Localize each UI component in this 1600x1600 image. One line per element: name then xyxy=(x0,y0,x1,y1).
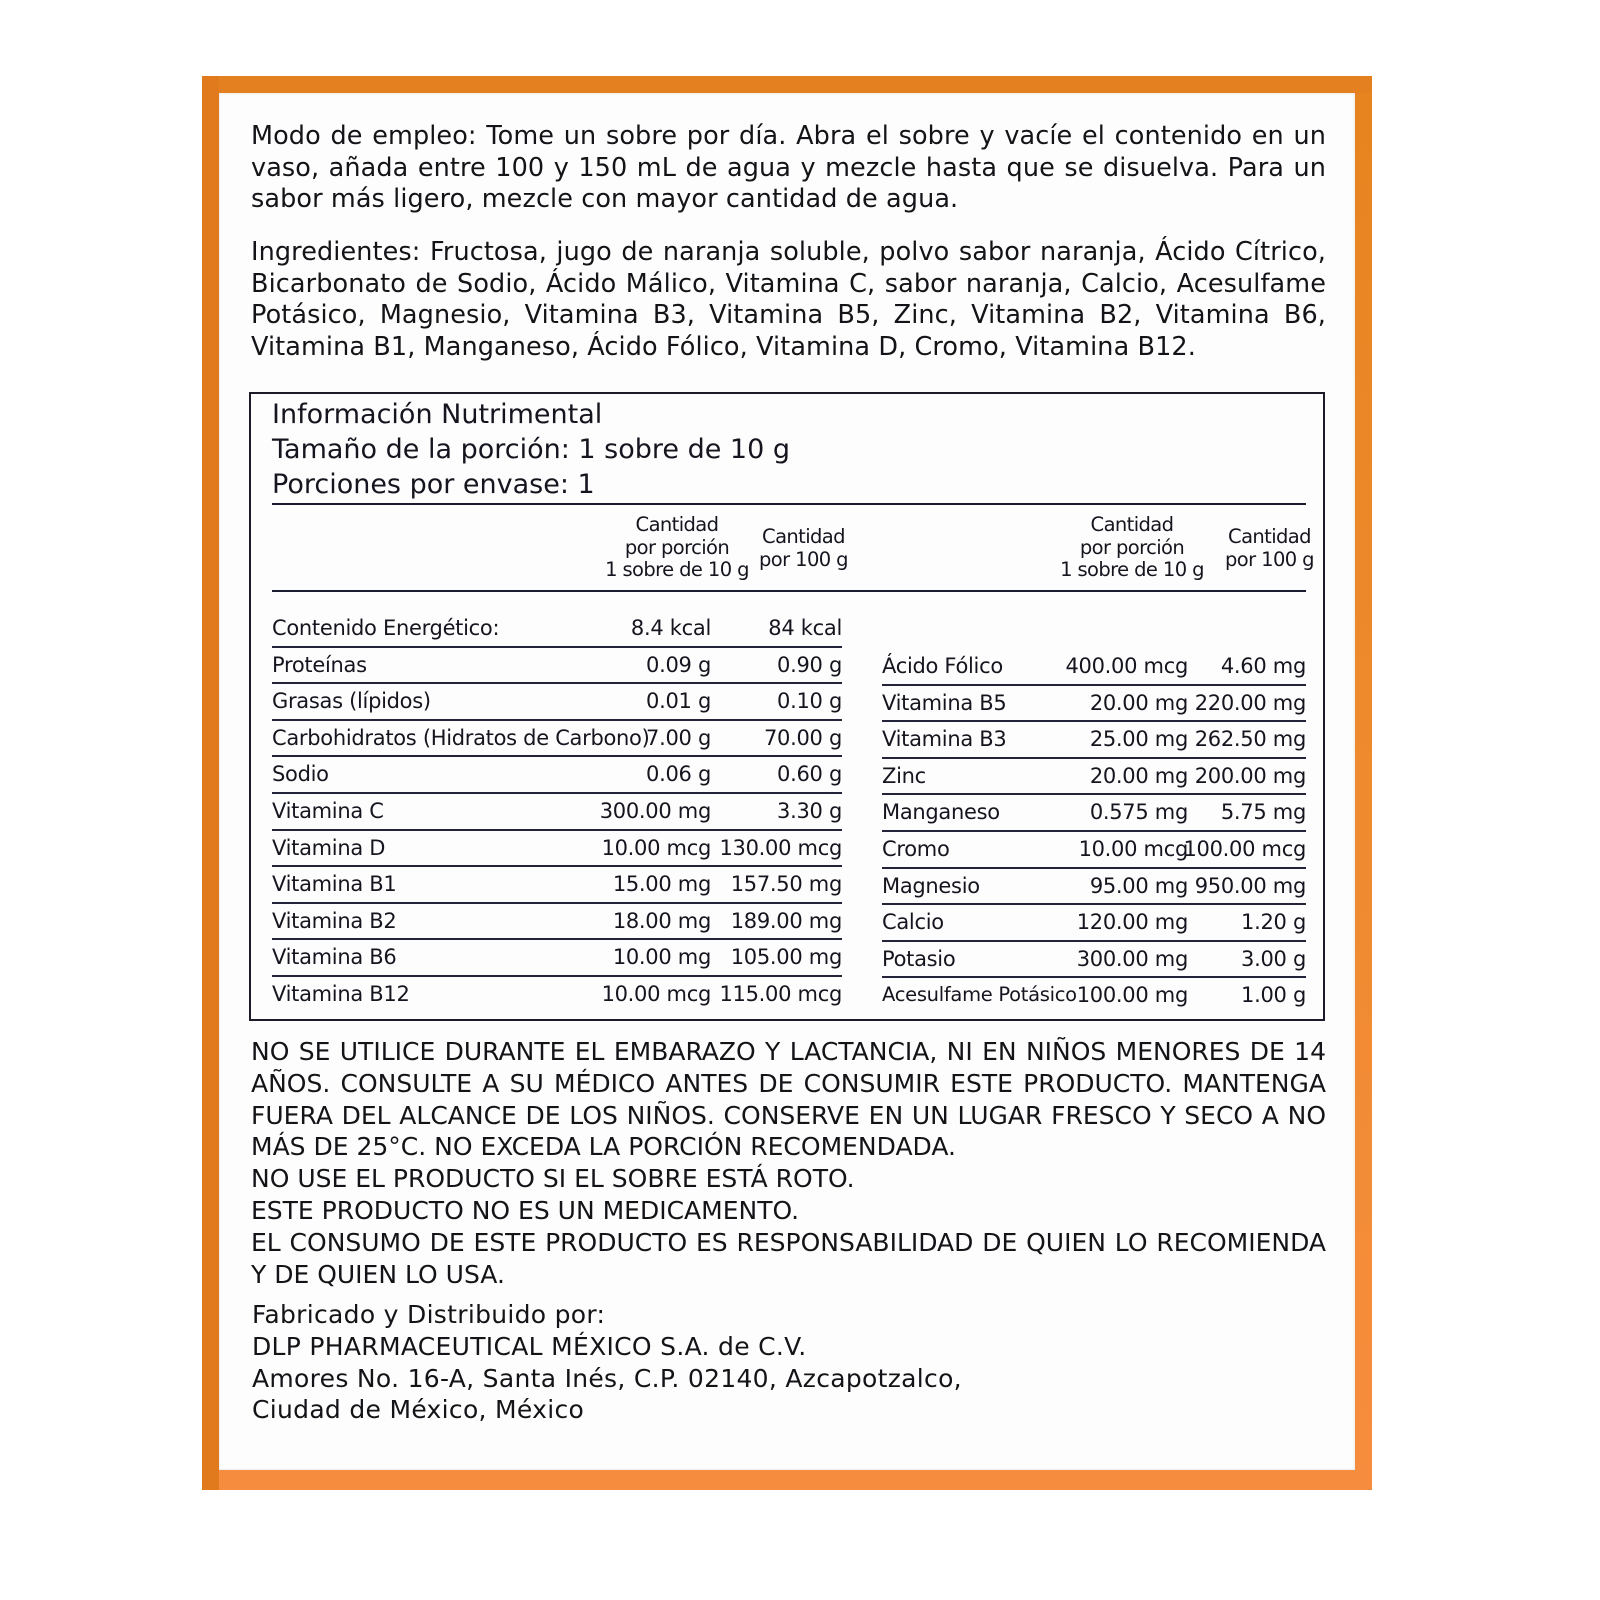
nutrient-name: Proteínas xyxy=(272,652,367,677)
nutrient-name: Sodio xyxy=(272,762,329,787)
nutrient-row xyxy=(272,830,842,867)
amount-per-serving: 300.00 mg xyxy=(1076,946,1188,971)
nutrient-row xyxy=(882,868,1306,905)
amount-per-100g: 1.00 g xyxy=(1241,983,1306,1008)
amount-per-serving: 95.00 mg xyxy=(1089,873,1188,898)
nutrient-name: Vitamina B2 xyxy=(272,908,397,933)
nutrient-row xyxy=(882,758,1306,795)
usage-instructions xyxy=(251,121,1326,216)
amount-per-100g: 5.75 mg xyxy=(1220,800,1306,825)
amount-per-serving: 0.09 g xyxy=(646,652,711,677)
col-head-line: por porción xyxy=(624,535,730,559)
nutrient-row xyxy=(272,866,842,903)
amount-per-100g: 4.60 mg xyxy=(1220,654,1306,678)
nutrient-name: Vitamina B1 xyxy=(272,872,397,897)
nutrient-name: Potasio xyxy=(882,946,956,971)
amount-per-serving: 7.00 g xyxy=(646,725,711,750)
col-head-line: por porción xyxy=(1079,535,1185,559)
nutrient-row xyxy=(882,685,1306,722)
nutrient-name: Vitamina B12 xyxy=(272,982,410,1006)
header-divider xyxy=(272,503,1306,505)
amount-per-serving: 20.00 mg xyxy=(1089,690,1188,715)
amount-per-100g: 0.90 g xyxy=(777,652,842,677)
warning-broken-sachet: NO USE EL PRODUCTO SI EL SOBRE ESTÁ ROTO. xyxy=(251,1164,855,1194)
amount-per-100g: 3.00 g xyxy=(1241,946,1306,971)
nutrient-name: Calcio xyxy=(882,910,944,935)
nutrient-row xyxy=(272,647,842,684)
nutrient-row xyxy=(882,941,1306,978)
amount-per-100g: 0.60 g xyxy=(777,762,842,787)
nutrient-name: Vitamina C xyxy=(272,799,384,823)
nutrient-row xyxy=(272,903,842,940)
manufacturer-label: Fabricado y Distribuido por: xyxy=(252,1300,606,1329)
servings-per-container: Porciones por envase: 1 xyxy=(272,469,595,500)
nutrient-name: Grasas (lípidos) xyxy=(272,689,431,714)
serving-size: Tamaño de la porción: 1 sobre de 10 g xyxy=(272,434,791,465)
nutrient-name: Vitamina B3 xyxy=(882,727,1007,752)
nutrient-row xyxy=(272,610,842,647)
nutrient-row xyxy=(272,720,842,757)
col-head-line: Cantidad xyxy=(762,525,845,548)
col-head-line: por 100 g xyxy=(1225,547,1314,571)
col-head-line: 1 sobre de 10 g xyxy=(1060,558,1204,581)
amount-per-100g: 115.00 mcg xyxy=(719,982,842,1006)
amount-per-serving: 120.00 mg xyxy=(1076,910,1188,935)
amount-per-100g: 3.30 g xyxy=(777,799,842,823)
amount-per-serving: 0.575 mg xyxy=(1089,800,1188,825)
amount-per-100g: 1.20 g xyxy=(1241,910,1306,935)
amount-per-serving: 0.06 g xyxy=(646,762,711,787)
manufacturer-info xyxy=(252,1299,962,1426)
nutrient-row xyxy=(272,939,842,976)
nutrient-name: Vitamina D xyxy=(272,835,386,860)
amount-per-100g: 157.50 mg xyxy=(730,872,842,897)
nutrient-name: Manganeso xyxy=(882,800,1000,825)
nutrition-facts-table xyxy=(249,392,1325,1021)
amount-per-serving: 300.00 mg xyxy=(599,799,711,823)
amount-per-serving: 10.00 mcg xyxy=(601,982,711,1006)
amount-per-100g: 130.00 mcg xyxy=(719,835,842,860)
nutrient-row xyxy=(882,794,1306,831)
col-head-line: Cantidad xyxy=(1090,513,1174,536)
column-header-per-100g-right xyxy=(1217,526,1322,571)
warning-not-medicine: ESTE PRODUCTO NO ES UN MEDICAMENTO. xyxy=(251,1195,800,1225)
amount-per-serving: 10.00 mcg xyxy=(601,835,711,860)
amount-per-100g: 70.00 g xyxy=(763,725,842,750)
col-head-line: 1 sobre de 10 g xyxy=(605,558,749,581)
nutrient-row xyxy=(882,721,1306,758)
col-head-line: Cantidad xyxy=(1228,525,1311,548)
amount-per-100g: 84 kcal xyxy=(768,616,842,640)
nutrient-name: Cromo xyxy=(882,837,950,861)
manufacturer-address-line2: Ciudad de México, México xyxy=(252,1395,585,1425)
amount-per-serving: 0.01 g xyxy=(646,689,711,714)
nutrient-name: Magnesio xyxy=(882,873,980,898)
nutrient-name: Carbohidratos (Hidratos de Carbono) xyxy=(272,725,650,750)
amount-per-serving: 10.00 mg xyxy=(612,945,711,970)
column-header-per-serving-left xyxy=(597,514,757,582)
amount-per-serving: 8.4 kcal xyxy=(630,616,711,640)
nutrient-name: Contenido Energético: xyxy=(272,616,500,640)
amount-per-serving: 25.00 mg xyxy=(1089,727,1188,752)
nutrient-name: Vitamina B6 xyxy=(272,945,397,970)
nutrient-row xyxy=(882,831,1306,868)
warning-paragraph: NO SE UTILICE DURANTE EL EMBARAZO Y LACTANCIA, NI EN NIÑOS MENORES DE 14 AÑOS. CONSULTE A SU MÉDICO ANTES DE CONSUMIR ESTE PRODUCTO. MANTENGA FUERA DEL ALCANCE DE LOS NIÑOS. CONSERVE EN UN LUGAR FRESCO Y SECO A NO MÁS DE 25°C. NO EXCEDA LA PORCIÓN RECOMENDADA. xyxy=(251,1037,1326,1162)
amount-per-serving: 18.00 mg xyxy=(612,908,711,933)
amount-per-serving: 100.00 mg xyxy=(1076,983,1188,1008)
nutrient-name: Acesulfame Potásico xyxy=(882,983,1077,1007)
nutrient-row xyxy=(882,904,1306,941)
amount-per-100g: 189.00 mg xyxy=(730,908,842,933)
nutrient-row xyxy=(272,976,842,1013)
warnings-block xyxy=(251,1036,1326,1290)
amount-per-100g: 220.00 mg xyxy=(1194,690,1306,715)
column-header-divider xyxy=(272,590,1306,592)
nutrient-name: Ácido Fólico xyxy=(882,654,1003,678)
usage-label: Modo de empleo: xyxy=(251,121,477,151)
ingredients-text: Fructosa, jugo de naranja soluble, polvo sabor naranja, Ácido Cítrico, Bicarbonato de Sodio, Ácido Málico, Vitamina C, sabor naranja, Calcio, Acesulfame Potásico, Magnesio, Vitamina B3, Vitamina B5, Zinc, Vitamina B2, Vitamina B6, Vitamina B1, Manganeso, Ácido Fólico, Vitamina D, Cromo, Vitamina B12. xyxy=(251,237,1326,362)
amount-per-serving: 400.00 mcg xyxy=(1065,654,1188,678)
amount-per-100g: 950.00 mg xyxy=(1194,873,1306,898)
nutrient-name: Zinc xyxy=(882,763,926,788)
nutrient-row xyxy=(272,756,842,793)
column-header-per-serving-right xyxy=(1052,514,1212,582)
amount-per-100g: 262.50 mg xyxy=(1194,727,1306,752)
column-header-per-100g-left xyxy=(751,526,856,571)
amount-per-100g: 0.10 g xyxy=(777,689,842,714)
nutrient-row xyxy=(882,648,1306,685)
ingredients-label: Ingredientes: xyxy=(251,237,421,267)
package-frame-left-edge xyxy=(202,76,219,1490)
manufacturer-company: DLP PHARMACEUTICAL MÉXICO S.A. de C.V. xyxy=(252,1331,807,1361)
amount-per-serving: 15.00 mg xyxy=(612,872,711,897)
nutrient-row xyxy=(272,793,842,830)
nutrition-title: Información Nutrimental xyxy=(272,399,603,430)
manufacturer-address-line1: Amores No. 16-A, Santa Inés, C.P. 02140, Azcapotzalco, xyxy=(252,1363,962,1393)
amount-per-serving: 20.00 mg xyxy=(1089,763,1188,788)
nutrient-name: Vitamina B5 xyxy=(882,690,1007,715)
nutrient-row xyxy=(882,977,1306,1014)
amount-per-100g: 200.00 mg xyxy=(1194,763,1306,788)
col-head-line: por 100 g xyxy=(759,547,848,571)
package-frame-top-edge xyxy=(202,76,1372,93)
col-head-line: Cantidad xyxy=(635,513,719,536)
ingredients-paragraph xyxy=(251,237,1326,363)
warning-responsibility: EL CONSUMO DE ESTE PRODUCTO ES RESPONSABILIDAD DE QUIEN LO RECOMIENDA Y DE QUIEN LO USA. xyxy=(251,1227,1326,1289)
nutrient-row xyxy=(272,683,842,720)
amount-per-100g: 100.00 mcg xyxy=(1183,837,1306,861)
usage-text: Tome un sobre por día. Abra el sobre y vacíe el contenido en un vaso, añada entre 100 y 150 mL de agua y mezcle hasta que se disuelva. Para un sabor más ligero, mezcle con mayor cantidad de agua. xyxy=(251,121,1326,214)
amount-per-100g: 105.00 mg xyxy=(730,945,842,970)
amount-per-serving: 10.00 mcg xyxy=(1078,837,1188,861)
